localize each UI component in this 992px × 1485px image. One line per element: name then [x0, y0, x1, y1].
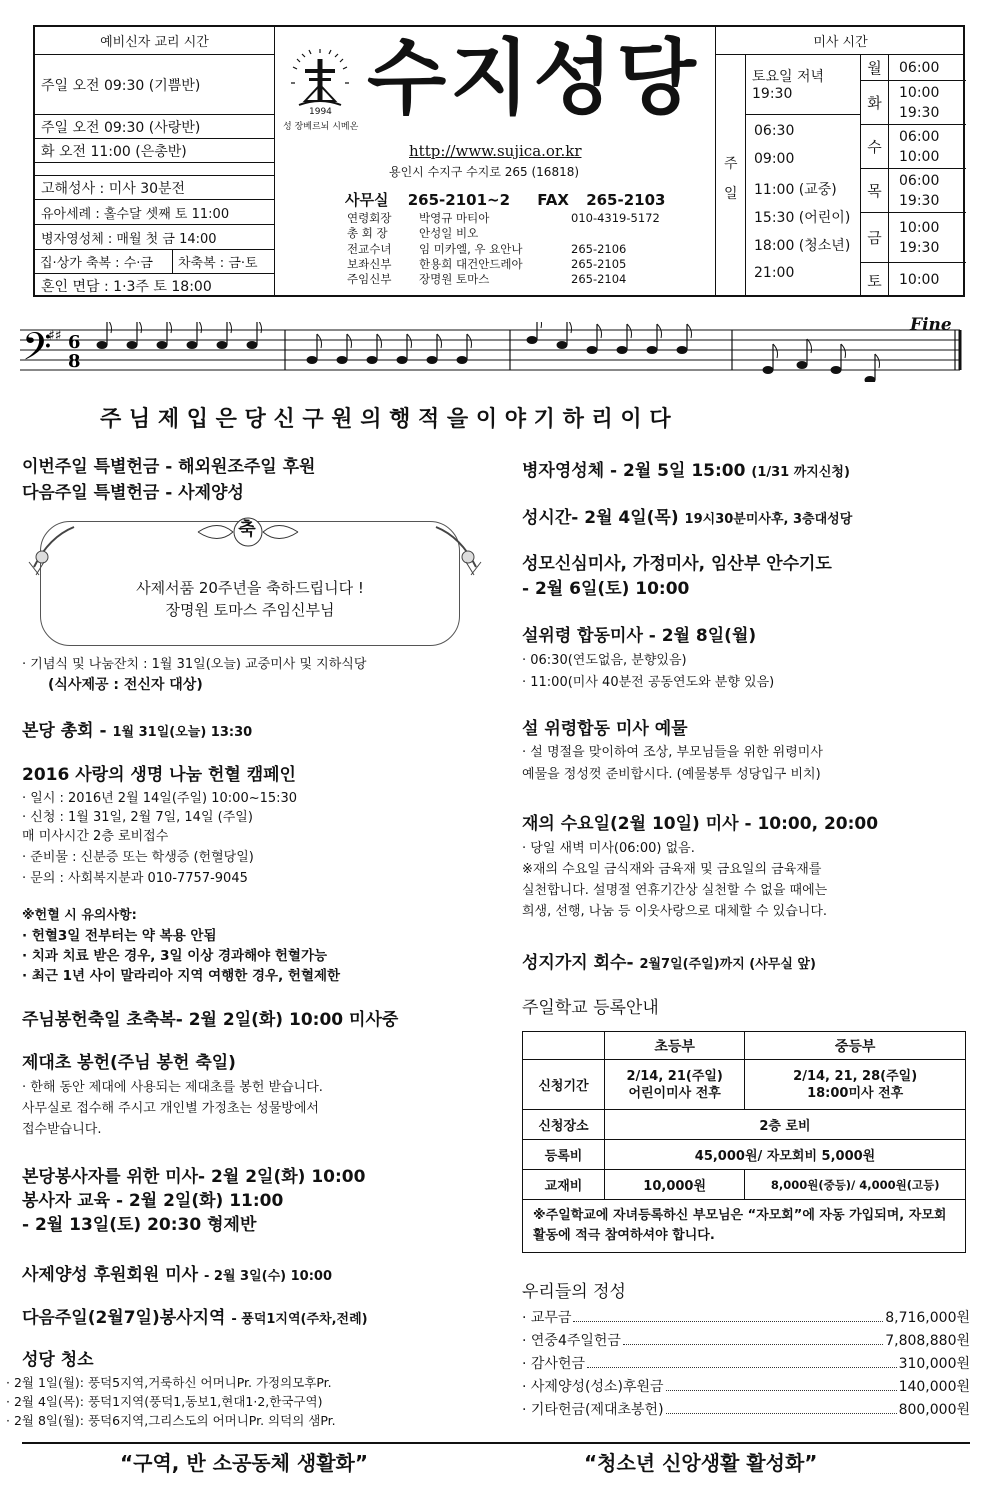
fax-label: FAX — [537, 191, 569, 209]
sunday-label: 주 일 — [716, 55, 746, 297]
staff-list — [347, 211, 660, 287]
weekday-masses — [860, 55, 966, 297]
staff-row: 주임신부 장명원 토마스 265-2104 — [347, 272, 627, 287]
note-flag — [347, 334, 352, 348]
offering-row: · 교무금 8,716,000원 — [522, 1307, 970, 1327]
sick-communion-info: 병자영성체 : 매월 첫 금 14:00 — [35, 225, 274, 250]
candle-title: 제대초 봉헌(주님 봉헌 축일) — [22, 1053, 236, 1073]
ash-line: 실천합니다. 설명절 연휴기간상 실천할 수 없을 때에는 — [522, 883, 828, 898]
sunday-school-title: 주일학교 등록안내 — [522, 998, 659, 1018]
church-address: 용인시 수지구 수지로 265 (16818) — [389, 165, 580, 179]
offering-row: · 감사헌금 310,000원 — [522, 1353, 970, 1373]
blood-line: · 신청 : 1월 31일, 2월 7일, 14일 (주일) — [22, 810, 253, 825]
congrats-line2: 장명원 토마스 주임신부님 — [165, 601, 335, 619]
newyear-offering-line: 예물을 정성껏 준비합시다. (예물봉투 성당입구 비치) — [522, 767, 821, 782]
note-flag — [407, 334, 412, 348]
priest-support-mass: 사제양성 후원회원 미사 - 2월 3일(수) 10:00 — [22, 1265, 332, 1285]
music-note — [617, 346, 628, 354]
weekday-row: 월 06:00 — [861, 55, 966, 81]
ribbon-right-icon — [426, 517, 486, 577]
baptism-info: 유아세례 : 홀수달 셋째 토 11:00 — [35, 200, 274, 225]
footer-divider — [22, 1442, 970, 1444]
congrats-line1: 사제서품 20주년을 축하드립니다 ! — [136, 579, 364, 597]
sick-communion: 병자영성체 - 2월 5일 15:00 (1/31 까지신청) — [522, 461, 850, 481]
music-note — [831, 366, 842, 374]
music-note — [187, 341, 198, 349]
office-contacts — [345, 189, 665, 210]
bass-clef-icon: 𝄢 — [22, 324, 52, 378]
note-flag — [377, 334, 382, 348]
fax-number: 265-2103 — [586, 191, 666, 209]
cleaning-line: · 2월 1일(월): 풍덕5지역,거룩하신 어머니Pr. 가정의모후Pr. — [6, 1375, 332, 1390]
party-info: · 기념식 및 나눔잔치 : 1월 31일(오늘) 교중미사 및 지하식당 — [22, 657, 367, 672]
blood-note: · 치과 치료 받은 경우, 3일 이상 경과해야 헌혈가능 — [22, 948, 328, 964]
note-flag — [107, 322, 112, 333]
music-note — [307, 356, 318, 364]
party-meal: (식사제공 : 전신자 대상) — [48, 677, 203, 693]
note-flag — [597, 324, 602, 338]
candle-line: · 한해 동안 제대에 사용되는 제대초를 봉헌 받습니다. — [22, 1080, 323, 1095]
catechism-row: 주일 오전 09:30 (기쁨반) — [35, 55, 274, 115]
ash-line: · 당일 새벽 미사(06:00) 없음. — [522, 841, 695, 856]
music-note — [647, 346, 658, 354]
time-sig-bottom: 8 — [68, 351, 81, 372]
marriage-info: 혼인 면담 : 1·3주 토 18:00 — [41, 278, 212, 295]
music-note — [457, 356, 468, 364]
catechism-panel — [35, 27, 275, 295]
offering-row: · 사제양성(성소)후원금 140,000원 — [522, 1376, 970, 1396]
weekly-motto: 주 님 제 입 은 당 신 구 원 의 행 적 을 이 야 기 하 리 이 다 — [100, 407, 671, 432]
col-elementary: 초등부 — [605, 1032, 745, 1060]
note-flag — [257, 322, 262, 333]
confession-info: 고해성사 : 미사 30분전 — [35, 175, 274, 200]
weekday-row: 금 10:00 19:30 — [861, 213, 966, 263]
music-fine: Fine — [910, 315, 952, 335]
col-middle: 중등부 — [745, 1032, 966, 1060]
service-area: 다음주일(2월7일)봉사지역 - 풍덕1지역(주차,전례) — [22, 1308, 368, 1328]
mass-schedule: 미사 시간 주 일 토요일 저녁 19:30 06:30 09:00 11:00 (교중) 15:30 (어린이) 18:00 (청소년) 21:00 월 06:00 화 10:00 19:30 수 06:00 10:00 목 06:00 19:30 금 10:00 19:30 토 10:00 — [715, 27, 965, 295]
candle-line: 접수받습니다. — [22, 1122, 102, 1137]
note-flag — [773, 344, 778, 358]
note-flag — [627, 324, 632, 338]
footer-slogan-left: “구역, 반 소공동체 생활화” — [120, 1451, 368, 1475]
note-flag — [197, 322, 202, 333]
office-label: 사무실 — [345, 191, 389, 209]
offering-row: · 기타헌금(제대초봉헌) 800,000원 — [522, 1399, 970, 1419]
music-note — [527, 336, 538, 344]
mary-mass: 성모신심미사, 가정미사, 임산부 안수기도 — [522, 554, 832, 574]
weekday-row: 수 06:00 10:00 — [861, 125, 966, 169]
catechism-row: 주일 오전 09:30 (사랑반) — [35, 115, 274, 139]
volunteer-edu-2: - 2월 13일(토) 20:30 형제반 — [22, 1215, 257, 1235]
weekday-row: 토 10:00 — [861, 263, 966, 297]
music-note — [397, 356, 408, 364]
music-note — [367, 356, 378, 364]
weekday-row: 목 06:00 19:30 — [861, 169, 966, 213]
music-note — [97, 341, 108, 349]
logo-patron: 성 장베르뇌 시메온 — [283, 122, 359, 132]
sharp-icon: ♯♯ — [48, 328, 62, 344]
note-flag — [875, 354, 880, 368]
music-note — [247, 341, 258, 349]
blood-line: · 일시 : 2016년 2월 14일(주일) 10:00~15:30 — [22, 791, 298, 806]
footer-slogan-right: “청소년 신앙생활 활성화” — [584, 1451, 818, 1475]
offering-row: · 연중4주일헌금 7,808,880원 — [522, 1330, 970, 1350]
cleaning-line: · 2월 8일(월): 풍덕6지역,그리스도의 어머니Pr. 의덕의 샘Pr. — [6, 1413, 336, 1428]
note-flag — [841, 344, 846, 358]
newyear-offering-line: · 설 명절을 맞이하여 조상, 부모님들을 위한 위령미사 — [522, 745, 823, 760]
sunday-school-table: 초등부 중등부 신청기간 2/14, 21(주일) 어린이미사 전후 2/14, 21, 28(주일) 18:00미사 전후 신청장소 2층 로비 등록비 45,000원/ 자모회비 5,000원 교재비 10,000원 8,000원(중등)/ 4,000원(고등) ※주일학교에 자녀등록하신 부모님은 “자모회”에 자동 가입되며, 자모회 활동에 적극 참여하셔야 합니다. — [522, 1031, 966, 1253]
ash-wednesday-title: 재의 수요일(2월 10일) 미사 - 10:00, 20:00 — [522, 814, 879, 834]
note-flag — [687, 324, 692, 338]
house-blessing: 집·상가 축복 : 수·금 — [35, 250, 173, 273]
church-name: 수지성당 — [367, 30, 700, 126]
staff-row: 총 회 장 안성일 비오 — [347, 226, 479, 241]
catechism-row: 화 오전 11:00 (은총반) — [35, 139, 274, 163]
saturday-mass: 토요일 저녁 19:30 — [746, 55, 860, 115]
church-info — [275, 27, 715, 295]
office-phone: 265-2101~2 — [407, 191, 511, 209]
music-note — [557, 341, 568, 349]
candle-line: 사무실로 접수해 주시고 개인별 가정초는 성물방에서 — [22, 1101, 319, 1116]
music-note — [217, 341, 228, 349]
volunteer-mass: 본당봉사자를 위한 미사- 2월 2일(화) 10:00 — [22, 1167, 366, 1187]
newyear-offering-title: 설 위령합동 미사 예물 — [522, 719, 688, 739]
volunteer-edu: 봉사자 교육 - 2월 2일(화) 11:00 — [22, 1191, 284, 1211]
offerings-title: 우리들의 정성 — [522, 1282, 626, 1302]
ribbon-left-icon — [24, 517, 84, 577]
mary-mass-date: - 2월 6일(토) 10:00 — [522, 579, 690, 599]
music-note — [157, 341, 168, 349]
congrats-badge: 축 — [238, 519, 256, 540]
music-note — [587, 346, 598, 354]
music-staff — [20, 322, 970, 382]
ash-line: ※재의 수요일 금식재와 금육재 및 금요일의 금육재를 — [522, 862, 822, 877]
note-flag — [167, 322, 172, 333]
note-flag — [807, 339, 812, 353]
blood-note: · 헌혈3일 전부터는 약 복용 안됨 — [22, 928, 217, 944]
note-flag — [437, 334, 442, 348]
ash-line: 희생, 선행, 나눔 등 이웃사랑으로 대체할 수 있습니다. — [522, 904, 828, 919]
presentation-feast: 주님봉헌축일 초축복- 2월 2일(화) 10:00 미사중 — [22, 1010, 399, 1030]
note-flag — [137, 322, 142, 333]
music-note — [337, 356, 348, 364]
school-note: ※주일학교에 자녀등록하신 부모님은 “자모회”에 자동 가입되며, 자모회 활동에 적극 참여하셔야 합니다. — [523, 1200, 966, 1253]
holy-hour: 성시간- 2월 4일(목) 19시30분미사후, 3층대성당 — [522, 508, 853, 528]
car-blessing: 차축복 : 금·토 — [178, 256, 258, 271]
staff-row: 연령회장 박영규 마티아 010-4319-5172 — [347, 211, 660, 225]
music-note — [127, 341, 138, 349]
music-note — [677, 346, 688, 354]
blood-note: · 최근 1년 사이 말라리아 지역 여행한 경우, 헌혈제한 — [22, 968, 341, 984]
blood-line: 매 미사시간 2층 로비접수 — [22, 829, 169, 844]
cleaning-line: · 2월 4일(목): 풍덕1지역(풍덕1,동보1,현대1·2,한국구역) — [6, 1394, 323, 1409]
special-offering-this-week: 이번주일 특별헌금 - 해외원조주일 후원 — [22, 457, 316, 477]
note-flag — [317, 334, 322, 348]
weekday-row: 화 10:00 19:30 — [861, 81, 966, 125]
bulletin-header — [33, 25, 965, 297]
newyear-line: · 11:00(미사 40분전 공동연도와 분향 있음) — [522, 675, 775, 690]
note-flag — [537, 322, 542, 328]
cleaning-title: 성당 청소 — [22, 1350, 94, 1370]
music-note — [763, 366, 774, 374]
note-flag — [467, 334, 472, 348]
logo-year: 1994 — [309, 107, 332, 117]
time-sig-top: 6 — [68, 332, 81, 353]
congrats-box — [30, 521, 470, 651]
staff-row: 전교수녀 임 미카엘, 우 요안나 265-2106 — [347, 241, 627, 256]
blood-line: · 준비물 : 신분증 또는 학생증 (헌혈당일) — [22, 850, 254, 865]
blood-campaign-title: 2016 사랑의 생명 나눔 헌혈 캠페인 — [22, 765, 296, 785]
mass-title: 미사 시간 — [716, 27, 965, 55]
newyear-line: · 06:30(연도없음, 분향있음) — [522, 653, 687, 668]
music-note — [797, 361, 808, 369]
note-flag — [227, 322, 232, 333]
special-offering-next-week: 다음주일 특별헌금 - 사제양성 — [22, 483, 244, 503]
music-note — [865, 376, 876, 382]
blood-line: · 문의 : 사회복지분과 010-7757-9045 — [22, 871, 248, 886]
blood-note-title: ※헌혈 시 유의사항: — [22, 908, 137, 923]
music-note — [427, 356, 438, 364]
palm-collection: 성지가지 회수- 2월7일(주일)까지 (사무실 앞) — [522, 953, 816, 973]
staff-row: 보좌신부 한용희 대건안드레아 265-2105 — [347, 256, 627, 271]
catechism-title: 예비신자 교리 시간 — [35, 27, 274, 55]
note-flag — [567, 322, 572, 333]
newyear-mass-title: 설위령 합동미사 - 2월 8일(월) — [522, 626, 757, 646]
church-url[interactable]: http://www.sujica.or.kr — [409, 142, 582, 160]
parish-assembly: 본당 총회 - 1월 31일(오늘) 13:30 — [22, 721, 253, 741]
blessing-info — [35, 250, 274, 274]
note-flag — [657, 324, 662, 338]
